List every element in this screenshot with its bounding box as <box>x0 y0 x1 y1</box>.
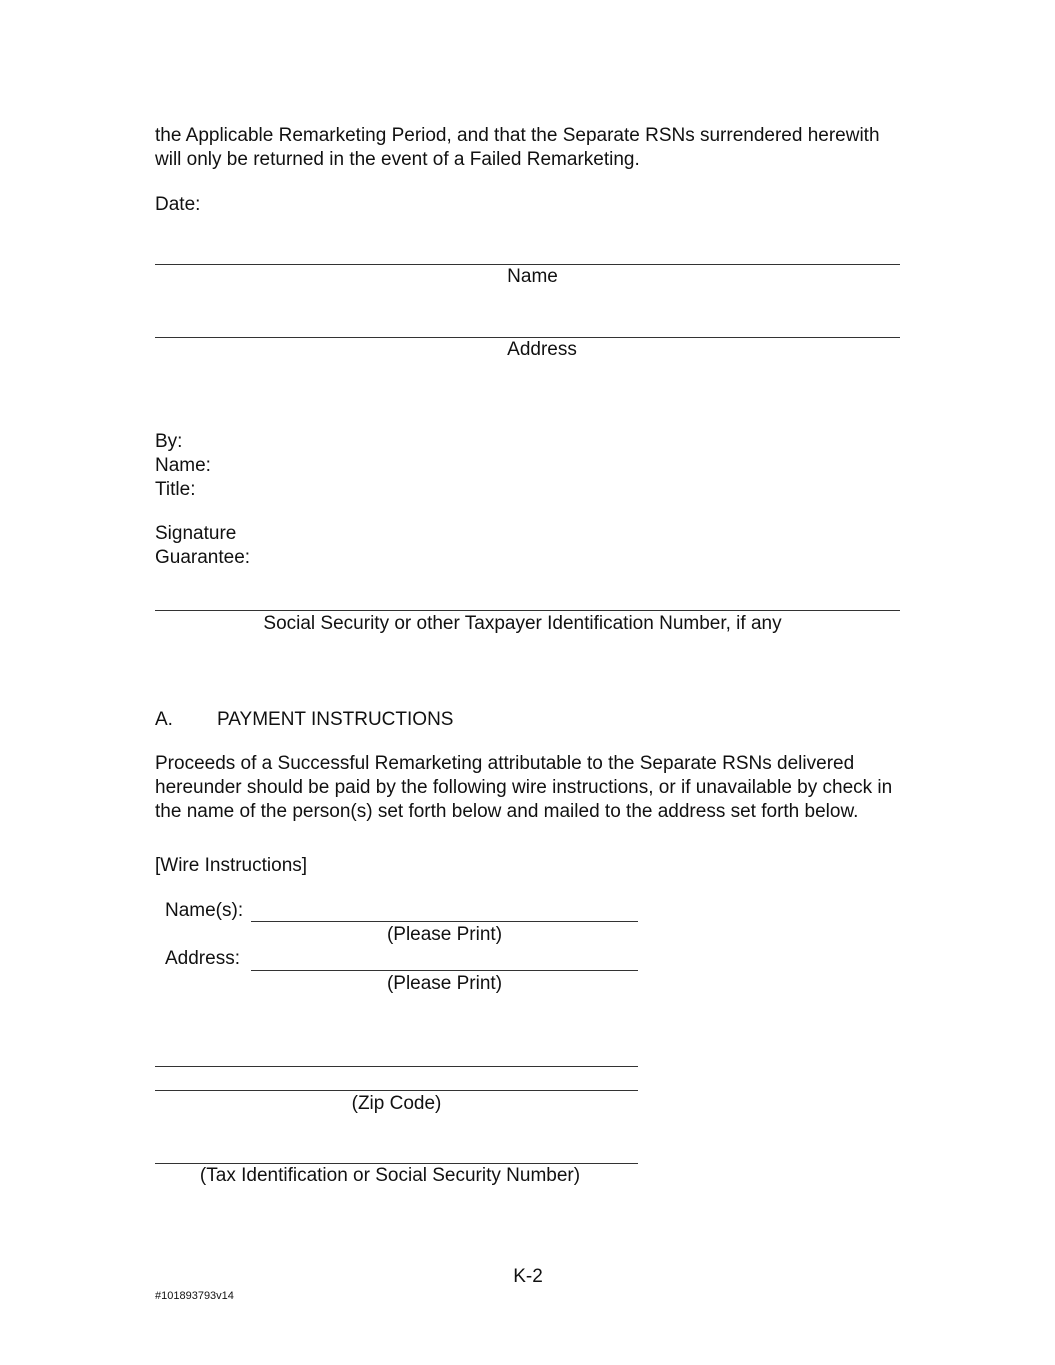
tin-caption: Social Security or other Taxpayer Identification Number, if any <box>263 613 782 634</box>
name-caption: Name <box>507 266 558 287</box>
document-id: #101893793v14 <box>155 1290 234 1302</box>
signature-guarantee-line-1: Signature <box>155 523 237 544</box>
page-number: K-2 <box>513 1266 543 1287</box>
names-label: Name(s): <box>165 900 244 921</box>
proceeds-line-1: Proceeds of a Successful Remarketing attributable to the Separate RSNs delivered <box>155 753 855 774</box>
signer-title-label: Title: <box>155 479 196 500</box>
intro-line-2: will only be returned in the event of a Failed Remarketing. <box>155 149 640 170</box>
address-extra-line[interactable] <box>155 1066 638 1067</box>
intro-line-1: the Applicable Remarketing Period, and that the Separate RSNs surrendered herewith <box>155 125 880 146</box>
section-heading: PAYMENT INSTRUCTIONS <box>217 709 454 730</box>
name-signature-line[interactable] <box>155 264 900 265</box>
address-signature-line[interactable] <box>155 337 900 338</box>
address-label: Address: <box>165 948 240 969</box>
address-field-line[interactable] <box>251 970 638 971</box>
signer-name-label: Name: <box>155 455 211 476</box>
wire-instructions: [Wire Instructions] <box>155 855 308 876</box>
zip-code-line[interactable] <box>155 1090 638 1091</box>
proceeds-line-3: the name of the person(s) set forth below and mailed to the address set forth below. <box>155 801 859 822</box>
names-field-line[interactable] <box>251 921 638 922</box>
date-label: Date: <box>155 194 201 215</box>
tin-line[interactable] <box>155 610 900 611</box>
proceeds-line-2: hereunder should be paid by the following wire instructions, or if unavailable by check in <box>155 777 893 798</box>
address-hint: (Please Print) <box>386 973 503 994</box>
names-hint: (Please Print) <box>386 924 503 945</box>
zip-code-caption: (Zip Code) <box>351 1093 442 1114</box>
by-label: By: <box>155 431 183 452</box>
section-letter: A. <box>155 709 173 730</box>
signature-guarantee-line-2: Guarantee: <box>155 547 251 568</box>
tax-id-line[interactable] <box>155 1163 638 1164</box>
tax-id-caption: (Tax Identification or Social Security Number) <box>199 1165 581 1186</box>
address-caption: Address <box>507 339 577 360</box>
